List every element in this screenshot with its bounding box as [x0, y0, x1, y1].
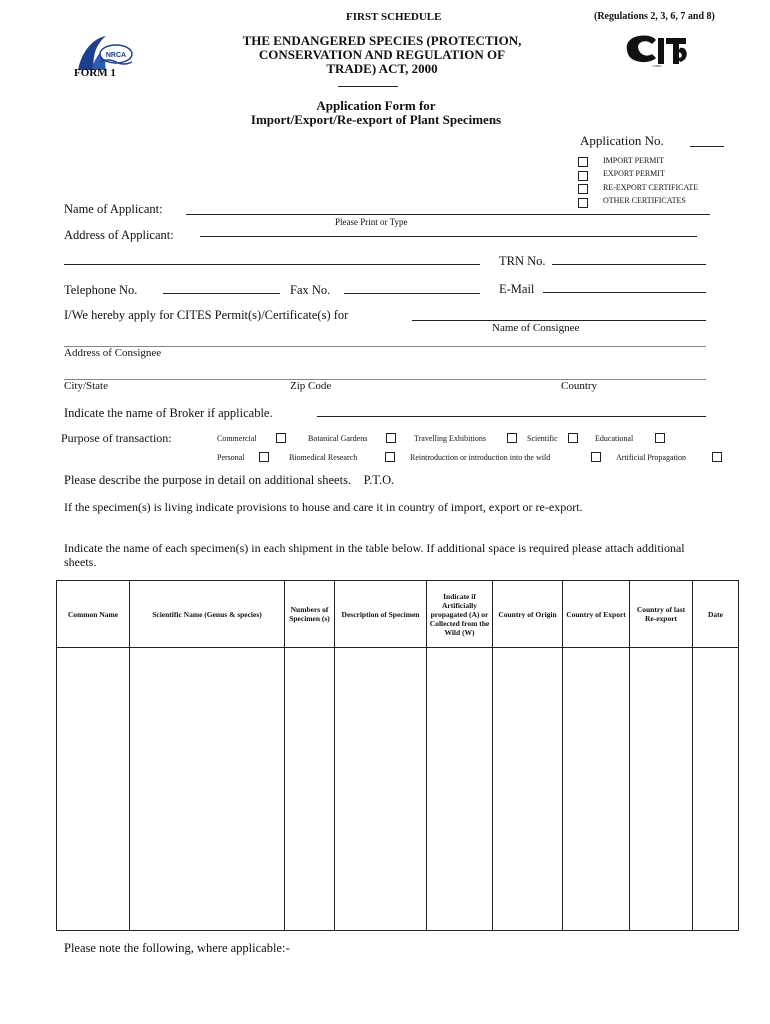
- purpose-educational-label: Educational: [595, 434, 634, 443]
- purpose-travelling-exhibitions-checkbox[interactable]: [507, 433, 517, 443]
- purpose-artificial-propagation-label: Artificial Propagation: [616, 453, 686, 462]
- email-field[interactable]: [543, 292, 706, 293]
- date-cell[interactable]: [693, 648, 739, 931]
- living-specimen-note: If the specimen(s) is living indicate provisions to house and care it in country of import, export or re-export.: [64, 500, 583, 514]
- nrca-logo-icon: [72, 32, 136, 72]
- application-number-label: Application No.: [580, 133, 664, 148]
- fax-label: Fax No.: [290, 283, 331, 297]
- act-title-line-2: CONSERVATION AND REGULATION OF: [258, 47, 506, 62]
- re-export-certificate-checkbox[interactable]: [578, 184, 588, 194]
- regulations-reference: (Regulations 2, 3, 6, 7 and 8): [594, 11, 715, 22]
- purpose-scientific-checkbox[interactable]: [568, 433, 578, 443]
- telephone-field[interactable]: [163, 293, 280, 294]
- table-row[interactable]: [57, 648, 739, 931]
- form-title-line-2: Import/Export/Re-export of Plant Specimens: [250, 112, 502, 127]
- purpose-educational-checkbox[interactable]: [655, 433, 665, 443]
- import-permit-checkbox[interactable]: [578, 157, 588, 167]
- email-label: E-Mail: [499, 282, 535, 296]
- trn-field[interactable]: [552, 264, 706, 265]
- applicant-address-field-2[interactable]: [64, 264, 480, 265]
- export-permit-checkbox[interactable]: [578, 171, 588, 181]
- svg-text:CITES: CITES: [652, 64, 662, 68]
- common-name-cell[interactable]: [57, 648, 130, 931]
- purpose-label: Purpose of transaction:: [61, 431, 172, 445]
- applicant-name-label: Name of Applicant:: [64, 202, 163, 216]
- note-following: Please note the following, where applicable:-: [64, 941, 290, 955]
- description-cell[interactable]: [335, 648, 427, 931]
- broker-label: Indicate the name of Broker if applicable.: [64, 406, 273, 420]
- consignee-address-label: Address of Consignee: [64, 347, 162, 359]
- re-export-cell[interactable]: [630, 648, 693, 931]
- telephone-label: Telephone No.: [64, 283, 138, 297]
- other-certificates-checkbox[interactable]: [578, 198, 588, 208]
- specimen-table-header-row: [57, 581, 739, 648]
- number-cell[interactable]: [285, 648, 335, 931]
- purpose-travelling-exhibitions-label: Travelling Exhibitions: [414, 434, 486, 443]
- cites-logo-icon: [622, 30, 692, 68]
- import-permit-label: IMPORT PERMIT: [603, 156, 664, 165]
- purpose-personal-checkbox[interactable]: [259, 452, 269, 462]
- apply-statement: I/We hereby apply for CITES Permit(s)/Certificate(s) for: [64, 308, 349, 322]
- header-scientific-name: Scientific Name (Genus & species): [130, 581, 285, 648]
- applicant-address-field[interactable]: [200, 236, 697, 237]
- table-intro-note: Indicate the name of each specimen(s) in each shipment in the table below. If additional space is required please attach additional sheets.: [64, 541, 685, 569]
- cites-logo: [622, 30, 692, 68]
- city-state-label: City/State: [64, 380, 108, 392]
- purpose-biomedical-research-checkbox[interactable]: [385, 452, 395, 462]
- zip-code-label: Zip Code: [290, 380, 332, 392]
- country-label: Country: [561, 380, 598, 392]
- header-country-of-origin: Country of Origin: [493, 581, 563, 648]
- header-country-of-re-export: Country of last Re-export: [630, 581, 693, 648]
- applicant-name-field[interactable]: [186, 214, 710, 215]
- print-hint: Please Print or Type: [335, 217, 408, 227]
- applicant-address-label: Address of Applicant:: [64, 228, 174, 242]
- purpose-scientific-label: Scientific: [527, 434, 558, 443]
- re-export-certificate-label: RE-EXPORT CERTIFICATE: [603, 183, 699, 192]
- specimen-table: [56, 580, 739, 931]
- scientific-name-cell[interactable]: [130, 648, 285, 931]
- fax-field[interactable]: [344, 293, 480, 294]
- form-label: FORM 1: [74, 67, 116, 79]
- purpose-commercial-label: Commercial: [217, 434, 257, 443]
- header-country-of-export: Country of Export: [563, 581, 630, 648]
- consignee-name-field[interactable]: [412, 320, 706, 321]
- nrca-logo: [72, 32, 136, 72]
- header-source: Indicate if Artificially propagated (A) or Collected from the Wild (W): [427, 581, 493, 648]
- export-cell[interactable]: [563, 648, 630, 931]
- export-permit-label: EXPORT PERMIT: [603, 169, 665, 178]
- purpose-commercial-checkbox[interactable]: [276, 433, 286, 443]
- header-description: Description of Specimen: [335, 581, 427, 648]
- other-certificates-label: OTHER CERTIFICATES: [603, 196, 686, 205]
- source-cell[interactable]: [427, 648, 493, 931]
- purpose-reintroduction-checkbox[interactable]: [591, 452, 601, 462]
- purpose-personal-label: Personal: [217, 453, 245, 462]
- form-title-line-1: Application Form for: [316, 98, 436, 113]
- purpose-artificial-propagation-checkbox[interactable]: [712, 452, 722, 462]
- consignee-name-label: Name of Consignee: [492, 322, 580, 334]
- purpose-reintroduction-label: Reintroduction or introduction into the wild: [410, 453, 551, 462]
- schedule-heading: FIRST SCHEDULE: [346, 11, 442, 23]
- application-number-field[interactable]: [690, 146, 724, 147]
- header-number-of-specimens: Numbers of Specimen (s): [285, 581, 335, 648]
- act-title-line-1: THE ENDANGERED SPECIES (PROTECTION,: [242, 33, 522, 48]
- title-divider: [338, 86, 398, 87]
- consignee-address-line[interactable]: [64, 379, 706, 380]
- trn-label: TRN No.: [499, 254, 546, 268]
- header-date: Date: [693, 581, 739, 648]
- svg-text:NRCA: NRCA: [105, 52, 127, 59]
- purpose-botanical-gardens-checkbox[interactable]: [386, 433, 396, 443]
- purpose-botanical-gardens-label: Botanical Gardens: [308, 434, 368, 443]
- act-title-line-3: TRADE) ACT, 2000: [326, 61, 438, 76]
- purpose-biomedical-research-label: Biomedical Research: [289, 453, 358, 462]
- origin-cell[interactable]: [493, 648, 563, 931]
- broker-field[interactable]: [317, 416, 706, 417]
- describe-purpose-note: Please describe the purpose in detail on additional sheets. P.T.O.: [64, 473, 395, 487]
- header-common-name: Common Name: [57, 581, 130, 648]
